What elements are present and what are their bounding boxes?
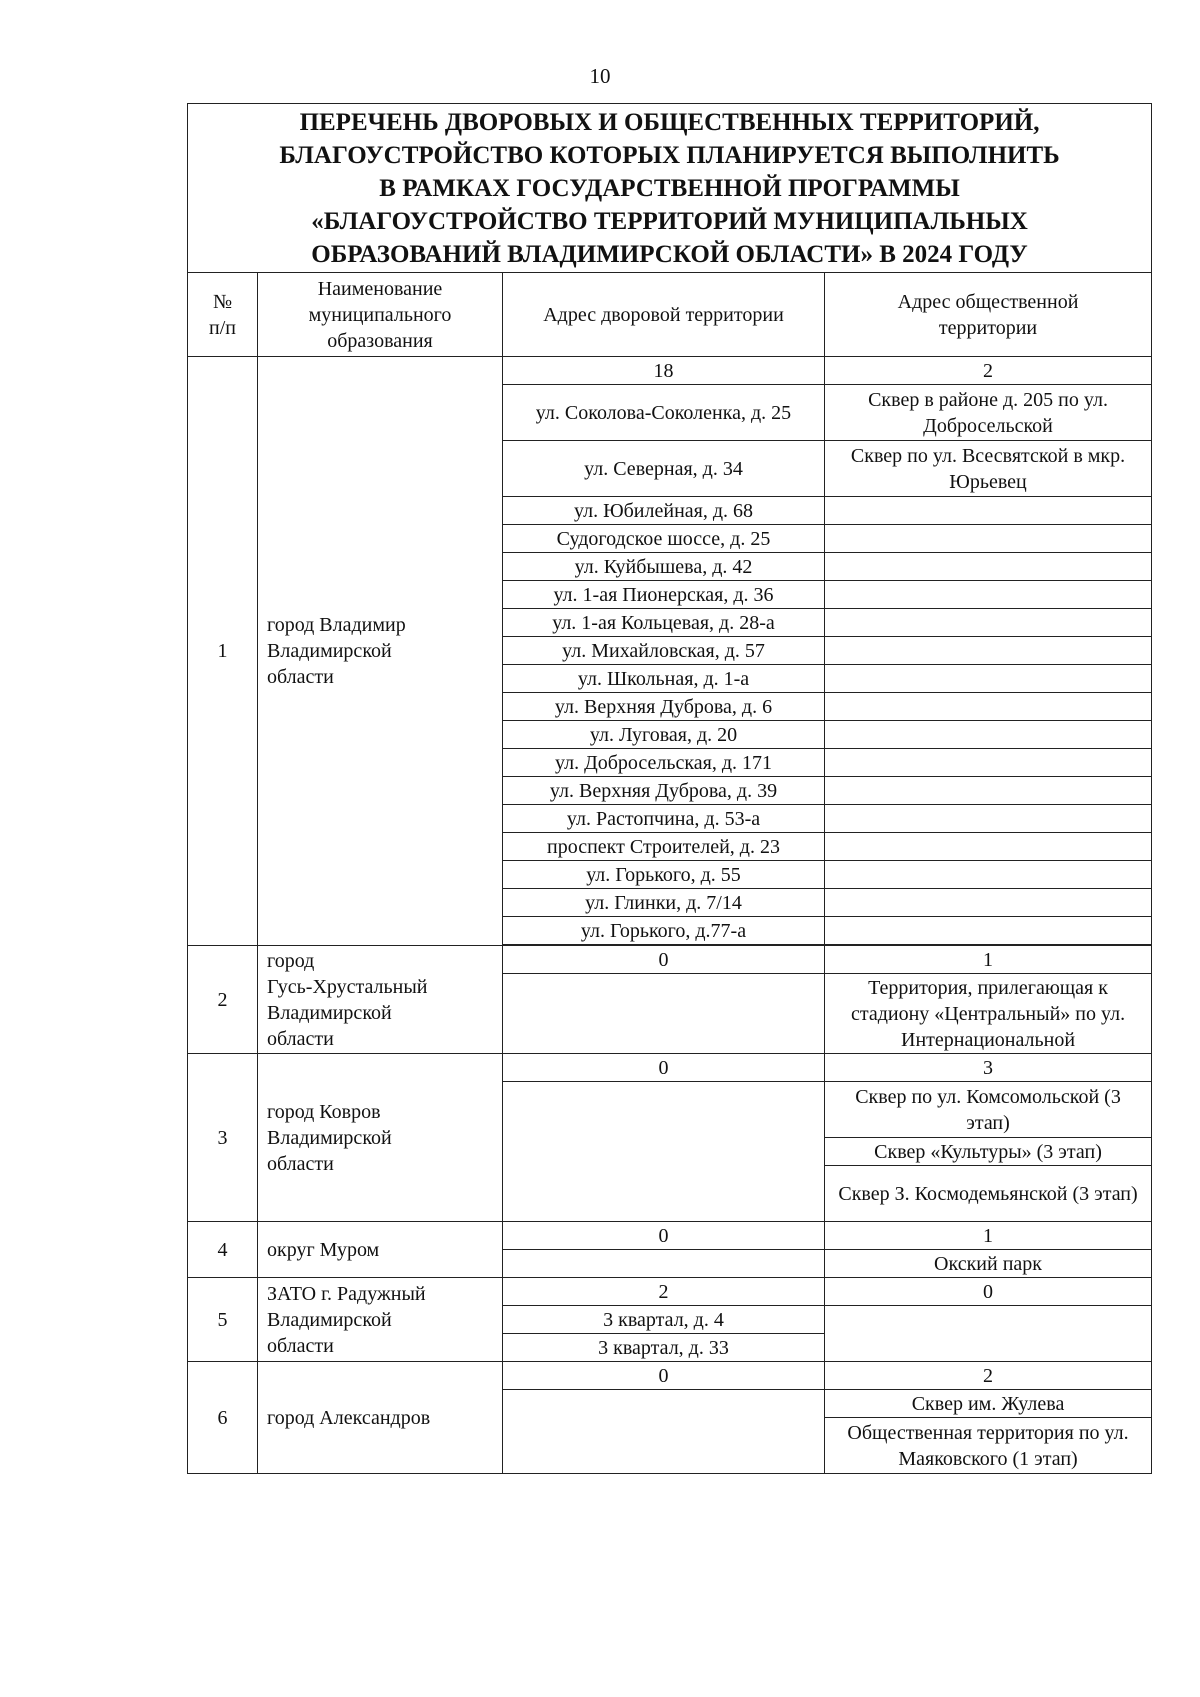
public-address: Сквер по ул. Комсомольской (3 этап) [825,1082,1152,1138]
row-number: 5 [188,1278,258,1362]
public-count: 2 [825,357,1152,385]
yard-address: 3 квартал, д. 33 [503,1334,825,1362]
header-public-address: Адрес общественной территории [825,273,1152,357]
municipality-name: город Владимир Владимирской области [258,357,503,946]
table-row [188,357,1152,385]
empty-cell [825,917,1152,945]
empty-cell [825,833,1152,861]
yard-address: ул. Горького, д. 55 [503,861,825,889]
yard-address: ул. Верхняя Дуброва, д. 6 [503,693,825,721]
empty-cell [825,637,1152,665]
empty-cell [825,553,1152,581]
yard-address: ул. 1-ая Кольцевая, д. 28-а [503,609,825,637]
yard-address: ул. Горького, д.77-а [503,917,825,945]
row-number: 6 [188,1362,258,1474]
public-address: Территория, прилегающая к стадиону «Центральный» по ул. Интернациональной [825,974,1152,1054]
empty-cell [503,1082,825,1222]
row-number: 3 [188,1054,258,1222]
yard-address: ул. Добросельская, д. 171 [503,749,825,777]
yard-address: ул. Растопчина, д. 53-а [503,805,825,833]
yard-address: Судогодское шоссе, д. 25 [503,525,825,553]
municipality-name: город Гусь-Хрустальный Владимирской области [258,946,503,1054]
yard-address: проспект Строителей, д. 23 [503,833,825,861]
yard-address: ул. Луговая, д. 20 [503,721,825,749]
empty-cell [825,1306,1152,1362]
empty-cell [503,1390,825,1474]
empty-cell [825,665,1152,693]
public-count: 2 [825,1362,1152,1390]
yard-address: ул. Юбилейная, д. 68 [503,497,825,525]
empty-cell [503,974,825,1054]
header-yard-address: Адрес дворовой территории [503,273,825,357]
row-number: 2 [188,946,258,1054]
row-number: 1 [188,357,258,946]
title-line: «БЛАГОУСТРОЙСТВО ТЕРРИТОРИЙ МУНИЦИПАЛЬНЫХ [311,207,1028,235]
municipality-name: город Ковров Владимирской области [258,1054,503,1222]
title-line: В РАМКАХ ГОСУДАРСТВЕННОЙ ПРОГРАММЫ [379,174,960,202]
title-line: ОБРАЗОВАНИЙ ВЛАДИМИРСКОЙ ОБЛАСТИ» В 2024 ГОДУ [311,240,1028,268]
header-row [188,273,1152,357]
yard-address: ул. Северная, д. 34 [503,441,825,497]
yard-address: ул. Соколова-Соколенка, д. 25 [503,385,825,441]
table-row [188,1362,1152,1390]
empty-cell [825,889,1152,917]
header-num: № п/п [188,273,258,357]
empty-cell [825,721,1152,749]
title-line: БЛАГОУСТРОЙСТВО КОТОРЫХ ПЛАНИРУЕТСЯ ВЫПОЛНИТЬ [279,141,1060,169]
title-line: ПЕРЕЧЕНЬ ДВОРОВЫХ И ОБЩЕСТВЕННЫХ ТЕРРИТОРИЙ, [299,108,1040,136]
public-address: Сквер им. Жулева [825,1390,1152,1418]
yard-address: 3 квартал, д. 4 [503,1306,825,1334]
public-address: Общественная территория по ул. Маяковского (1 этап) [825,1418,1152,1474]
yard-address: ул. Верхняя Дуброва, д. 39 [503,777,825,805]
empty-cell [825,749,1152,777]
public-address: Сквер З. Космодемьянской (3 этап) [825,1166,1152,1222]
public-address: Сквер по ул. Всесвятской в мкр. Юрьевец [825,441,1152,497]
yard-address: ул. Школьная, д. 1-а [503,665,825,693]
header-municipality: Наименование муниципального образования [258,273,503,357]
row-number: 4 [188,1222,258,1278]
table-title [188,104,1152,273]
public-address: Сквер в районе д. 205 по ул. Добросельской [825,385,1152,441]
empty-cell [503,1250,825,1278]
yard-address: ул. Глинки, д. 7/14 [503,889,825,917]
yard-address: ул. Михайловская, д. 57 [503,637,825,665]
municipality-name: округ Муром [258,1222,503,1278]
yard-count: 0 [503,946,825,974]
yard-count: 2 [503,1278,825,1306]
empty-cell [825,609,1152,637]
public-count: 1 [825,946,1152,974]
yard-count: 0 [503,1362,825,1390]
empty-cell [825,581,1152,609]
empty-cell [825,861,1152,889]
public-address: Сквер «Культуры» (3 этап) [825,1138,1152,1166]
empty-cell [825,525,1152,553]
municipality-name: ЗАТО г. Радужный Владимирской области [258,1278,503,1362]
table-row [188,1278,1152,1306]
yard-address: ул. Куйбышева, д. 42 [503,553,825,581]
territories-table [187,103,1152,1474]
municipality-name: город Александров [258,1362,503,1474]
yard-address: ул. 1-ая Пионерская, д. 36 [503,581,825,609]
public-count: 1 [825,1222,1152,1250]
page-number: 10 [589,64,611,88]
empty-cell [825,777,1152,805]
yard-count: 0 [503,1054,825,1082]
public-count: 3 [825,1054,1152,1082]
empty-cell [825,693,1152,721]
public-count: 0 [825,1278,1152,1306]
yard-count: 18 [503,357,825,385]
table-row [188,946,1152,974]
table-row [188,1222,1152,1250]
table-row [188,1054,1152,1082]
empty-cell [825,497,1152,525]
empty-cell [825,805,1152,833]
yard-count: 0 [503,1222,825,1250]
public-address: Окский парк [825,1250,1152,1278]
